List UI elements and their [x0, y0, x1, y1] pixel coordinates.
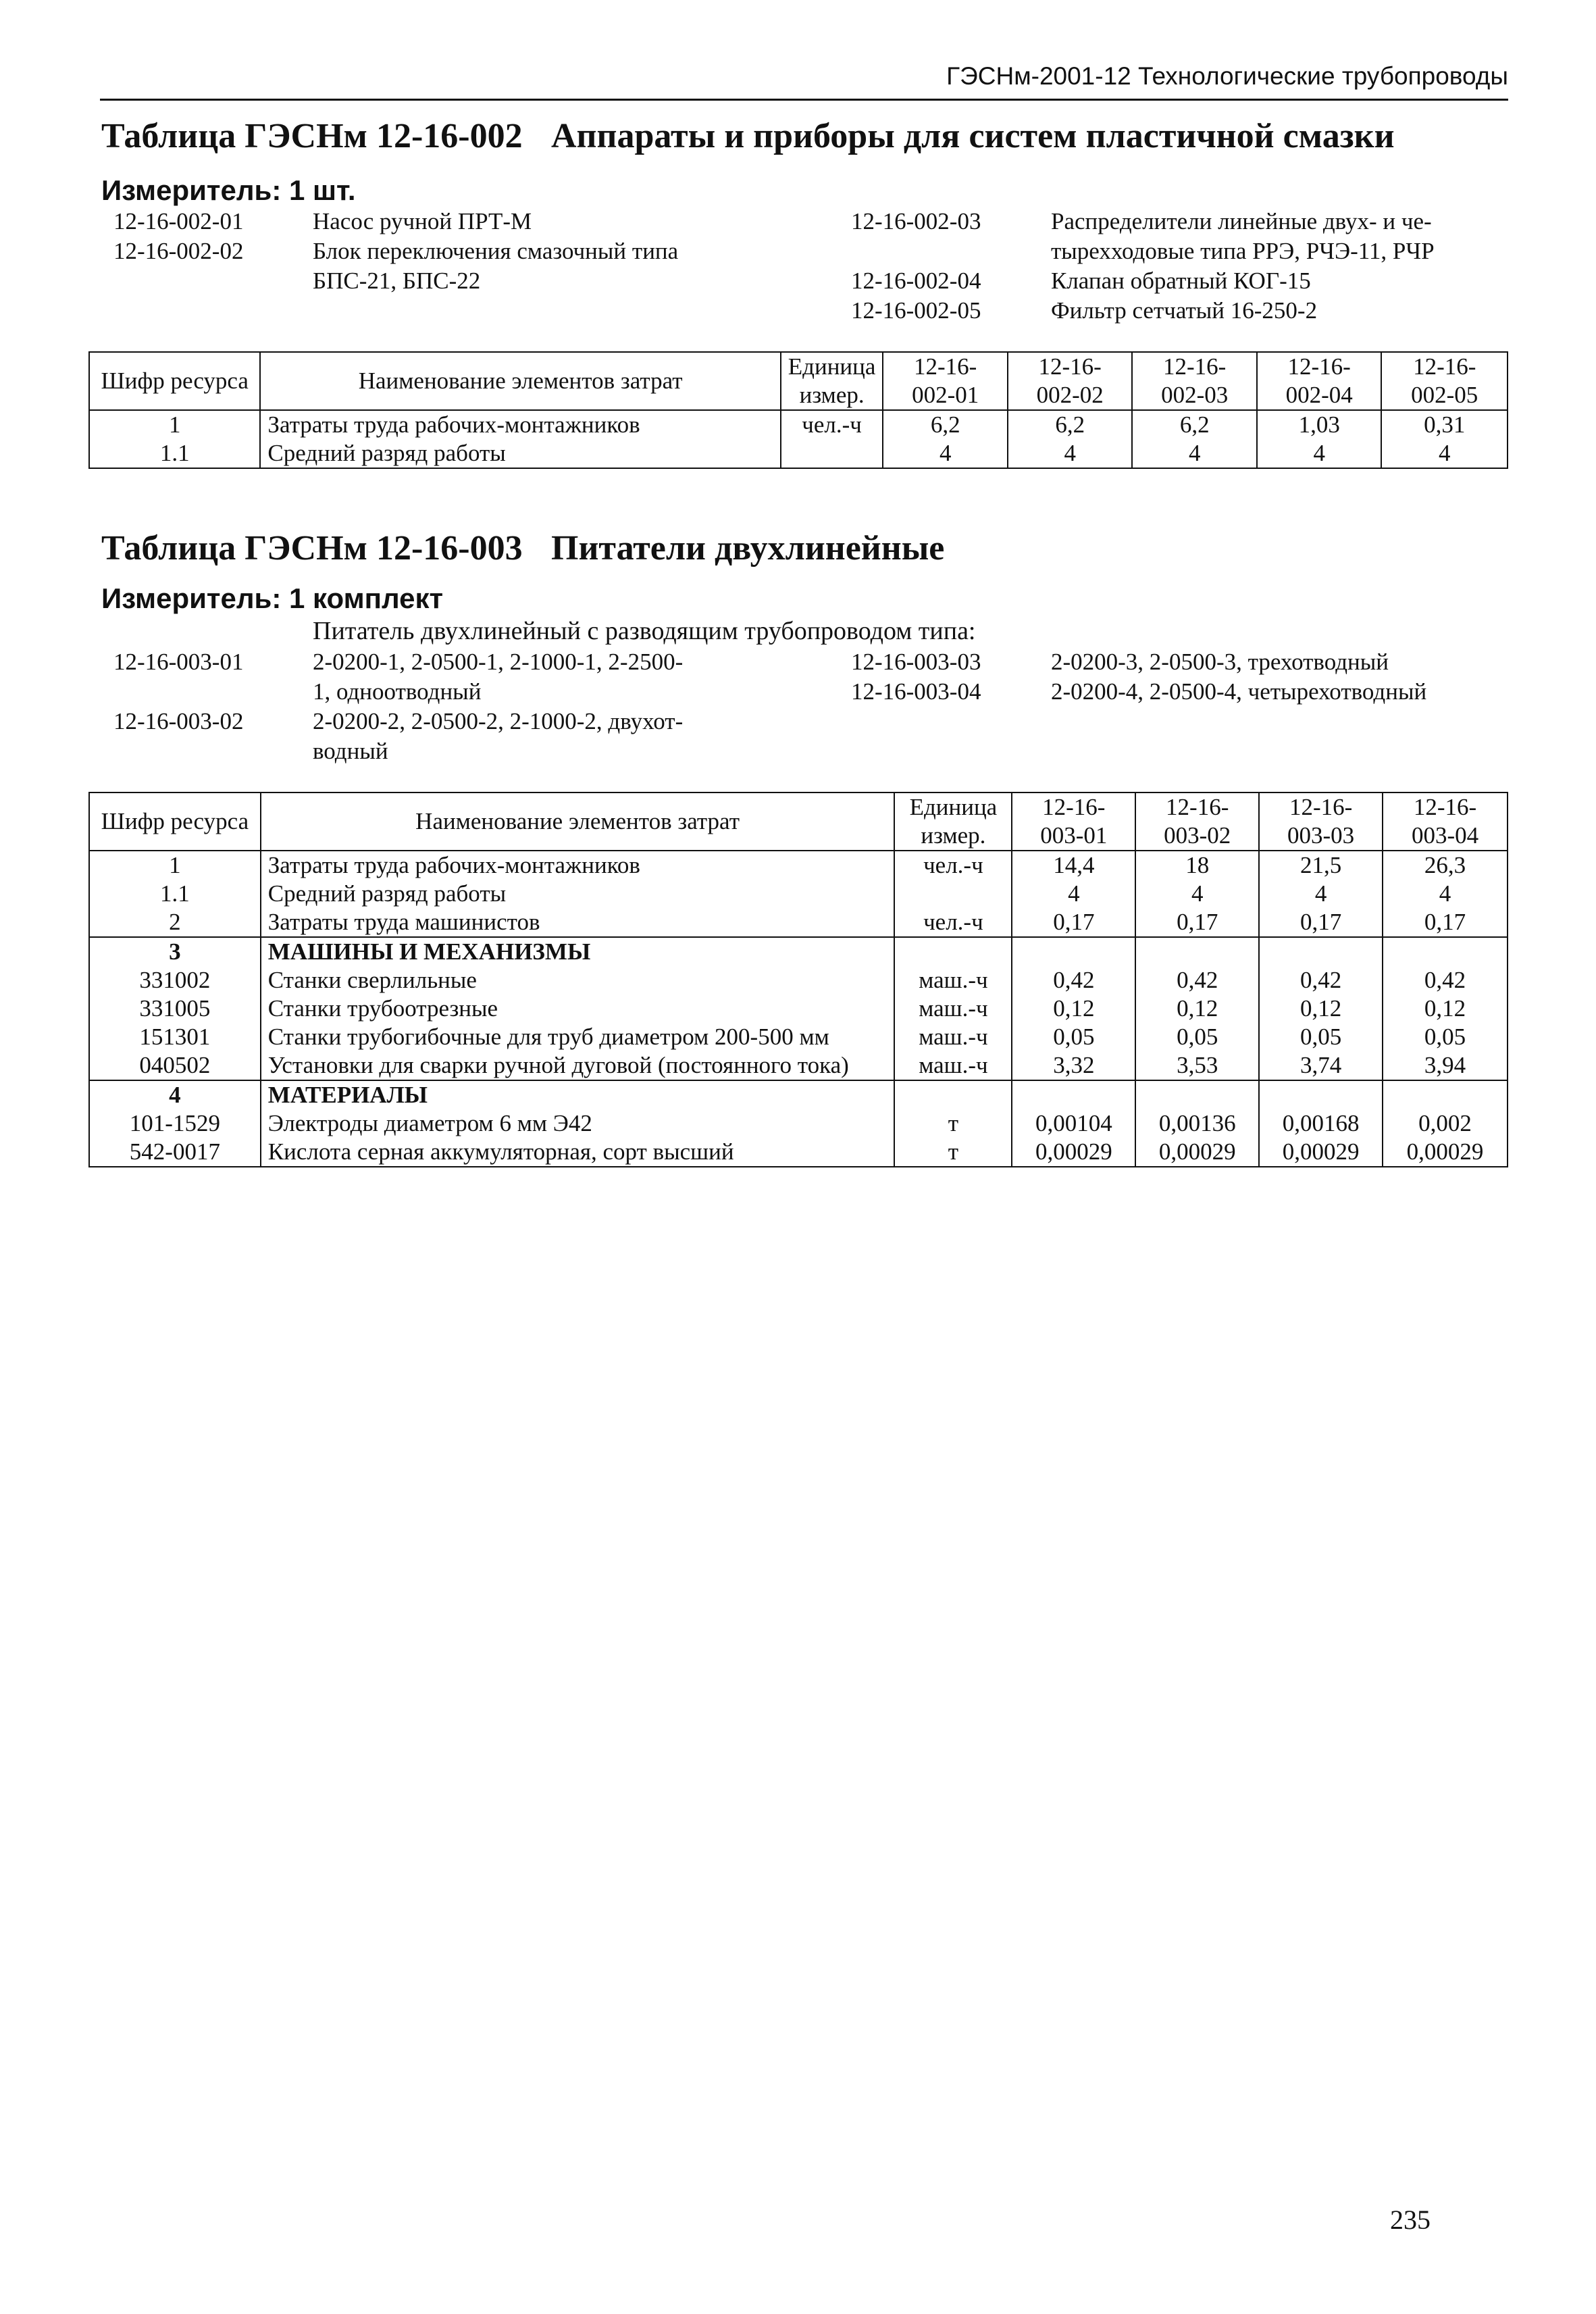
header-code: Шифр ресурса — [89, 793, 261, 851]
cell-value — [1012, 937, 1135, 966]
cell-value: 4 — [1257, 439, 1382, 468]
table-row — [89, 1080, 1508, 1109]
header-name: Наименование элементов затрат — [260, 352, 780, 410]
cell-code: 151301 — [89, 1023, 261, 1051]
cell-code: 542-0017 — [89, 1138, 261, 1167]
table-row — [89, 966, 1508, 995]
header-col: 12-16- 002-03 — [1132, 352, 1257, 410]
cell-value: 4 — [1132, 439, 1257, 468]
cell-name: Станки сверлильные — [261, 966, 895, 995]
cell-value: 6,2 — [1132, 410, 1257, 439]
table-row — [89, 1109, 1508, 1138]
cell-value: 0,00104 — [1012, 1109, 1135, 1138]
cell-value: 4 — [1383, 880, 1508, 908]
header-col: 12-16- 003-01 — [1012, 793, 1135, 851]
cell-name: МАШИНЫ И МЕХАНИЗМЫ — [261, 937, 895, 966]
cell-code: 1.1 — [89, 880, 261, 908]
cell-unit: маш.-ч — [894, 1023, 1012, 1051]
cell-value — [1383, 937, 1508, 966]
header-col: 12-16- 003-02 — [1135, 793, 1259, 851]
cell-value — [1259, 1080, 1383, 1109]
header-col: 12-16- 002-05 — [1381, 352, 1508, 410]
cell-value: 6,2 — [883, 410, 1008, 439]
table-row — [89, 1023, 1508, 1051]
cell-value: 4 — [1012, 880, 1135, 908]
table-header-row — [89, 793, 1508, 851]
cell-value: 0,05 — [1135, 1023, 1259, 1051]
cell-name: Затраты труда рабочих-монтажников — [261, 851, 895, 880]
cell-unit: т — [894, 1109, 1012, 1138]
cell-value: 14,4 — [1012, 851, 1135, 880]
legend-item: 12-16-003-02 2-0200-2, 2-0500-2, 2-1000-2, двухот- — [113, 708, 684, 734]
cell-value: 0,00029 — [1135, 1138, 1259, 1167]
cell-code: 331005 — [89, 995, 261, 1023]
legend-item: 12-16-003-01 2-0200-1, 2-0500-1, 2-1000-1, 2-2500- — [113, 649, 684, 675]
table1-legend-right — [851, 207, 1435, 326]
cell-value: 4 — [1008, 439, 1133, 468]
cell-value — [1259, 937, 1383, 966]
cell-value: 4 — [1259, 880, 1383, 908]
table1-name: Аппараты и приборы для систем пластичной смазки — [551, 117, 1395, 155]
cell-value — [1135, 937, 1259, 966]
cell-unit: т — [894, 1138, 1012, 1167]
page-number: 235 — [1390, 2205, 1431, 2235]
table2-body — [89, 851, 1508, 1167]
legend-item: 12-16-002-01 Насос ручной ПРТ-М — [113, 208, 532, 234]
cell-value: 0,42 — [1135, 966, 1259, 995]
table2-measure: Измеритель: 1 комплект — [101, 582, 444, 614]
cell-code: 1 — [89, 851, 261, 880]
header-col: 12-16- 002-02 — [1008, 352, 1133, 410]
cell-value: 0,42 — [1259, 966, 1383, 995]
legend-item: 12-16-002-04 Клапан обратный КОГ-15 — [851, 268, 1311, 294]
table1-norms — [88, 351, 1508, 469]
running-header: ГЭСНм-2001-12 Технологические трубопроводы — [946, 62, 1508, 90]
cell-value: 0,12 — [1383, 995, 1508, 1023]
cell-code: 1 — [89, 410, 260, 439]
cell-value: 4 — [1135, 880, 1259, 908]
header-col: 12-16- 003-03 — [1259, 793, 1383, 851]
legend-item: БПС-21, БПС-22 — [313, 268, 481, 294]
cell-code: 101-1529 — [89, 1109, 261, 1138]
cell-value — [1383, 1080, 1508, 1109]
table2-norms — [88, 792, 1508, 1167]
cell-value: 0,12 — [1259, 995, 1383, 1023]
table1-title: Таблица ГЭСНм 12-16-002 — [101, 117, 523, 155]
cell-unit: чел.-ч — [894, 851, 1012, 880]
cell-unit — [894, 880, 1012, 908]
cell-value: 0,00029 — [1383, 1138, 1508, 1167]
table2-title: Таблица ГЭСНм 12-16-003 — [101, 529, 523, 568]
cell-value: 6,2 — [1008, 410, 1133, 439]
cell-name: Станки трубоотрезные — [261, 995, 895, 1023]
cell-unit — [894, 937, 1012, 966]
legend-item: 12-16-002-05 Фильтр сетчатый 16-250-2 — [851, 297, 1318, 324]
cell-unit: чел.-ч — [894, 908, 1012, 937]
cell-value: 0,17 — [1383, 908, 1508, 937]
cell-code: 040502 — [89, 1051, 261, 1080]
table-row — [89, 851, 1508, 880]
cell-value: 3,32 — [1012, 1051, 1135, 1080]
cell-value: 0,42 — [1383, 966, 1508, 995]
cell-value: 4 — [883, 439, 1008, 468]
table1-legend-left — [113, 207, 678, 296]
table2-legend-right — [851, 647, 1426, 707]
cell-unit — [894, 1080, 1012, 1109]
cell-code: 1.1 — [89, 439, 260, 468]
table2-intro: Питатель двухлинейный с разводящим трубопроводом типа: — [313, 617, 976, 645]
table-row — [89, 1138, 1508, 1167]
table-row — [89, 439, 1508, 468]
cell-unit: маш.-ч — [894, 966, 1012, 995]
cell-code: 3 — [89, 937, 261, 966]
cell-unit: маш.-ч — [894, 1051, 1012, 1080]
table2-legend-left — [113, 647, 683, 766]
cell-value: 0,00029 — [1012, 1138, 1135, 1167]
table-row — [89, 410, 1508, 439]
table-row — [89, 880, 1508, 908]
cell-unit — [781, 439, 883, 468]
cell-code: 331002 — [89, 966, 261, 995]
cell-value: 0,17 — [1012, 908, 1135, 937]
cell-value: 0,00136 — [1135, 1109, 1259, 1138]
cell-name: Установки для сварки ручной дуговой (постоянного тока) — [261, 1051, 895, 1080]
table1-measure: Измеритель: 1 шт. — [101, 174, 356, 206]
table2-name: Питатели двухлинейные — [551, 529, 945, 568]
table-row — [89, 937, 1508, 966]
cell-value: 0,12 — [1135, 995, 1259, 1023]
cell-value: 4 — [1381, 439, 1508, 468]
legend-item: 12-16-002-02 Блок переключения смазочный типа — [113, 238, 679, 264]
cell-value: 26,3 — [1383, 851, 1508, 880]
cell-value: 3,94 — [1383, 1051, 1508, 1080]
cell-value: 0,00168 — [1259, 1109, 1383, 1138]
legend-item: 12-16-003-04 2-0200-4, 2-0500-4, четырехотводный — [851, 678, 1427, 705]
cell-name: МАТЕРИАЛЫ — [261, 1080, 895, 1109]
header-name: Наименование элементов затрат — [261, 793, 895, 851]
cell-value: 0,05 — [1259, 1023, 1383, 1051]
legend-item: водный — [313, 738, 388, 764]
cell-value: 0,00029 — [1259, 1138, 1383, 1167]
cell-value: 21,5 — [1259, 851, 1383, 880]
cell-name: Затраты труда рабочих-монтажников — [260, 410, 780, 439]
cell-value: 0,17 — [1135, 908, 1259, 937]
header-unit: Единица измер. — [781, 352, 883, 410]
cell-value: 0,002 — [1383, 1109, 1508, 1138]
cell-name: Средний разряд работы — [261, 880, 895, 908]
cell-unit: маш.-ч — [894, 995, 1012, 1023]
cell-value: 0,31 — [1381, 410, 1508, 439]
legend-item: 1, одноотводный — [313, 678, 482, 705]
table-row — [89, 995, 1508, 1023]
cell-value: 1,03 — [1257, 410, 1382, 439]
legend-item: тырехходовые типа РРЭ, РЧЭ-11, РЧР — [1051, 238, 1435, 264]
cell-code: 4 — [89, 1080, 261, 1109]
header-rule — [100, 99, 1508, 101]
cell-name: Электроды диаметром 6 мм Э42 — [261, 1109, 895, 1138]
table-header-row — [89, 352, 1508, 410]
legend-item: 12-16-002-03 Распределители линейные двух- и че- — [851, 208, 1432, 234]
cell-value: 0,12 — [1012, 995, 1135, 1023]
cell-value — [1135, 1080, 1259, 1109]
legend-item: 12-16-003-03 2-0200-3, 2-0500-3, трехотводный — [851, 649, 1389, 675]
cell-value: 3,53 — [1135, 1051, 1259, 1080]
cell-value: 0,05 — [1012, 1023, 1135, 1051]
header-col: 12-16- 003-04 — [1383, 793, 1508, 851]
cell-value: 0,05 — [1383, 1023, 1508, 1051]
cell-unit: чел.-ч — [781, 410, 883, 439]
cell-value: 18 — [1135, 851, 1259, 880]
cell-name: Кислота серная аккумуляторная, сорт высший — [261, 1138, 895, 1167]
cell-code: 2 — [89, 908, 261, 937]
cell-value: 0,17 — [1259, 908, 1383, 937]
cell-name: Затраты труда машинистов — [261, 908, 895, 937]
header-col: 12-16- 002-04 — [1257, 352, 1382, 410]
table-row — [89, 1051, 1508, 1080]
cell-name: Станки трубогибочные для труб диаметром 200-500 мм — [261, 1023, 895, 1051]
cell-value — [1012, 1080, 1135, 1109]
header-code: Шифр ресурса — [89, 352, 260, 410]
cell-name: Средний разряд работы — [260, 439, 780, 468]
header-col: 12-16- 002-01 — [883, 352, 1008, 410]
cell-value: 0,42 — [1012, 966, 1135, 995]
cell-value: 3,74 — [1259, 1051, 1383, 1080]
header-unit: Единица измер. — [894, 793, 1012, 851]
table-row — [89, 908, 1508, 937]
